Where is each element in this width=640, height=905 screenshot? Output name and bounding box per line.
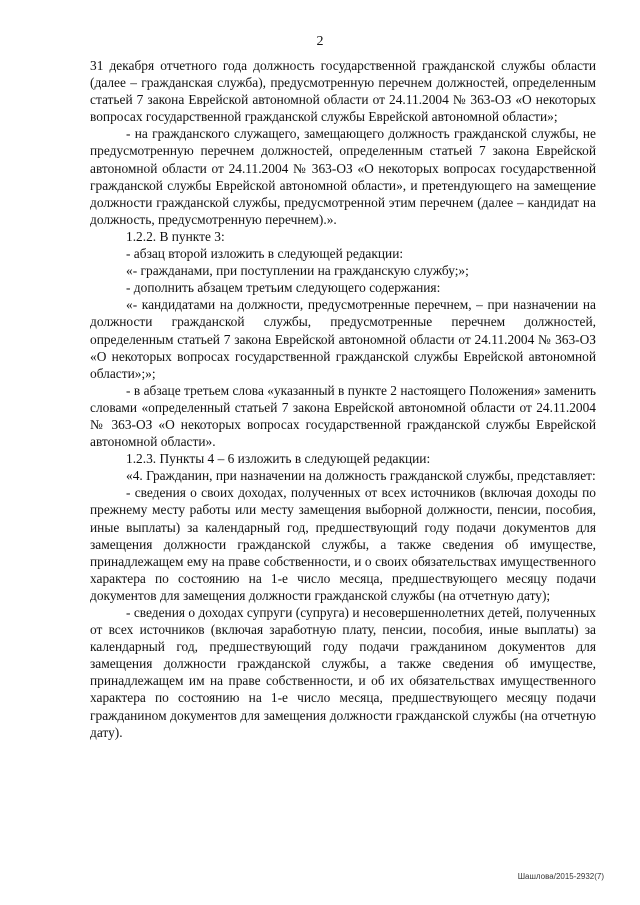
paragraph-item-1-2-3: 1.2.3. Пункты 4 – 6 изложить в следующей редакции: — [126, 451, 431, 467]
page-number: 2 — [316, 34, 324, 49]
paragraph-point-4: «4. Гражданин, при назначении на должность гражданской службы, представляет: — [126, 468, 596, 484]
paragraph-continuation: 31 декабря отчетного года должность государственной гражданской службы области (далее – гражданская служба), предусмотренную перечнем должностей, определенным статьей 7 закона Еврейской автономной области от 24.11.2004 № 363-ОЗ «О некоторых вопросах государственной гражданской службы Еврейской автономной области»; — [90, 58, 596, 125]
paragraph-family-income: - сведения о доходах супруги (супруга) и несовершеннолетних детей, полученных от всех источников (включая заработную плату, пенсии, пособия, иные выплаты) за календарный год, предшествующий году подачи гражданином документов для замещения должности гражданской службы, а также сведения об имуществе, принадлежащем им на праве собственности, и об их обязательствах имущественного характера по состоянию на 1-е число месяца, предшествующего месяцу подачи гражданином документов для замещения должности гражданской службы (на отчетную дату). — [90, 605, 596, 740]
paragraph-item-1-2-2: 1.2.2. В пункте 3: — [126, 228, 225, 244]
footer-document-code: Шашлова/2015-2932(7) — [517, 872, 604, 881]
paragraph-quote-citizens: «- гражданами, при поступлении на гражданскую службу;»; — [126, 263, 469, 279]
paragraph-instruction-third-abzac: - дополнить абзацем третьим следующего содержания: — [126, 280, 441, 296]
paragraph-civil-servant-clause: - на гражданского служащего, замещающего должность гражданской службы, не предусмотренную перечнем должностей, определенным статьей 7 закона Еврейской автономной области от 24.11.2004 № 363-ОЗ «О некоторых вопросах государственной гражданской службы Еврейской автономной области», и претендующего на замещение должности гражданской службы, предусмотренной этим перечнем (далее – кандидат на должность, предусмотренную перечнем).». — [90, 126, 596, 227]
document-body — [90, 57, 596, 741]
paragraph-replace-words: - в абзаце третьем слова «указанный в пункте 2 настоящего Положения» заменить словами «определенный статьей 7 закона Еврейской автономной области от 24.11.2004 № 363-ОЗ «О некоторых вопросах государственной гражданской службы Еврейской автономной области». — [90, 382, 596, 450]
paragraph-instruction-second-abzac: - абзац второй изложить в следующей редакции: — [126, 246, 404, 262]
paragraph-quote-candidates: «- кандидатами на должности, предусмотренные перечнем, – при назначении на должности гражданской службы, предусмотренные перечнем должностей, определенным статьей 7 закона Еврейской автономной области от 24.11.2004 № 363-ОЗ «О некоторых вопросах государственной гражданской службы Еврейской автономной области»;»; — [90, 297, 596, 381]
paragraph-own-income: - сведения о своих доходах, полученных от всех источников (включая доходы по прежнему месту работы или месту замещения выборной должности, пенсии, пособия, иные выплаты) за календарный год, предшествующий году подачи документов для замещения должности гражданской службы, а также сведения об имуществе, принадлежащем ему на праве собственности, и о своих обязательствах имущественного характера по состоянию на 1-е число месяца, предшествующего месяцу подачи документов для замещения должности гражданской службы (на отчетную дату); — [90, 485, 596, 603]
